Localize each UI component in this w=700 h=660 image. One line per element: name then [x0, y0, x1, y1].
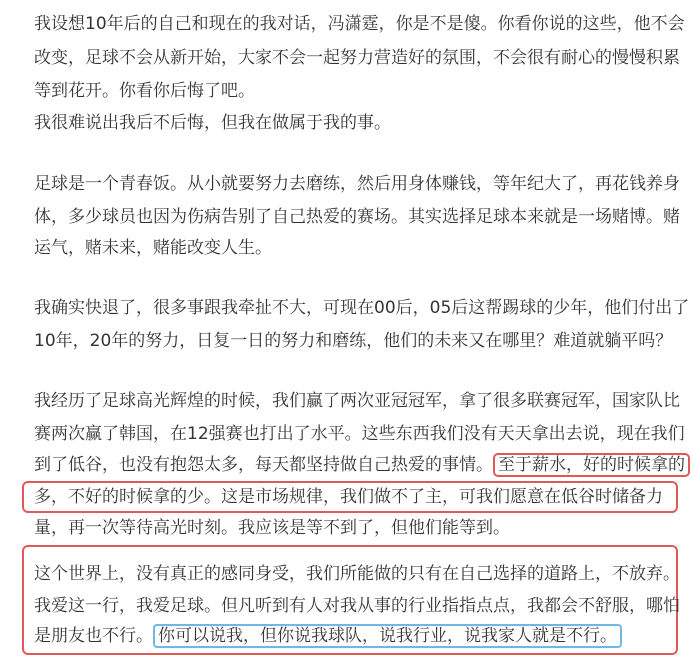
paragraph-1-line-3: 等到花开。你看你后悔了吧。: [34, 81, 255, 101]
highlight-quote-blue: 你可以说我，但你说我球队，说我行业，说我家人就是不行。: [153, 624, 622, 648]
paragraph-5-line-2: 我爱这一行，我爱足球。但凡听到有人对我从事的行业指指点点，我都会不舒服，哪怕: [34, 596, 680, 616]
paragraph-4-line-3-text: 到了低谷，也没有抱怨太多，每天都坚持做自己热爱的事情。: [34, 455, 493, 475]
paragraph-4-line-2: 赛两次赢了韩国，在12强赛也打出了水平。这些东西我们没有天天拿出去说，现在我们: [34, 424, 685, 444]
paragraph-2-line-1: 足球是一个青春饭。从小就要努力去磨练，然后用身体赚钱，等年纪大了，再花钱养身: [34, 174, 680, 194]
paragraph-1-line-1: 我设想10年后的自己和现在的我对话，冯潇霆，你是不是傻。你看你说的这些，他不会: [34, 14, 685, 34]
paragraph-1-line-2: 改变，足球不会从新开始，大家不会一起努力营造好的氛围，不会很有耐心的慢慢积累: [34, 48, 680, 68]
paragraph-4-line-5: 量，再一次等待高光时刻。我应该是等不到了，但他们能等到。: [34, 518, 510, 538]
paragraph-2-line-3: 运气，赌未来，赌能改变人生。: [34, 238, 272, 258]
paragraph-3-line-1: 我确实快退了，很多事跟我牵扯不大，可现在00后，05后这帮踢球的少年，他们付出了: [34, 298, 690, 318]
paragraph-5-line-3-text: 是朋友也不行。: [34, 626, 153, 646]
paragraph-4-line-4: 多，不好的时候拿的少。这是市场规律，我们做不了主，可我们愿意在低谷时储备力: [34, 487, 663, 507]
paragraph-5-line-1: 这个世界上，没有真正的感同身受，我们所能做的只有在自己选择的道路上，不放弃。: [34, 564, 680, 584]
paragraph-4-line-1: 我经历了足球高光辉煌的时候，我们赢了两次亚冠冠军，拿了很多联赛冠军，国家队比: [34, 391, 680, 411]
paragraph-3-line-2: 10年，20年的努力，日复一日的努力和磨练，他们的未来又在哪里？难道就躺平吗？: [34, 331, 673, 351]
paragraph-2-line-2: 体，多少球员也因为伤病告别了自己热爱的赛场。其实选择足球本来就是一场赌博。赌: [34, 207, 680, 227]
paragraph-5-line-3: [34, 624, 622, 648]
highlight-salary-start: 至于薪水，好的时候拿的: [493, 453, 690, 477]
paragraph-4-line-3: [34, 453, 690, 477]
paragraph-1-line-4: 我很难说出我后不后悔，但我在做属于我的事。: [34, 113, 391, 133]
